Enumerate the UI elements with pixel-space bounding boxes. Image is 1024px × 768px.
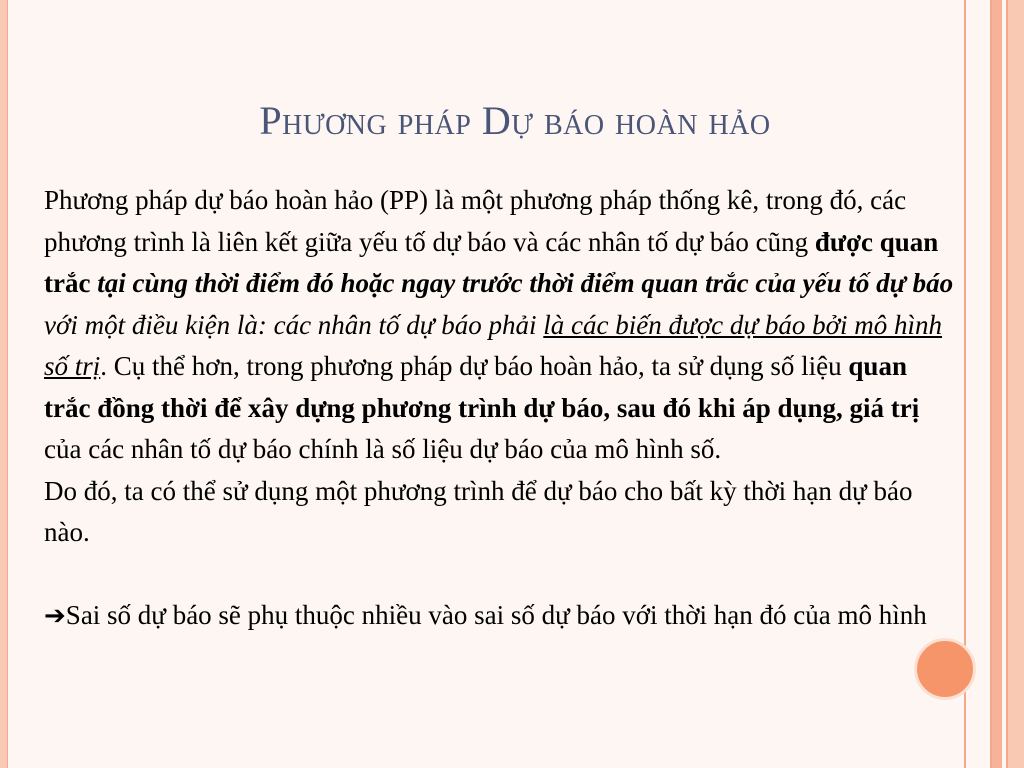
paragraph-definition [44,180,959,471]
bold-text: được quan trắc [44,226,939,298]
right-arrow-icon: ➔ [44,600,66,631]
text-run: Sai số dự báo sẽ phụ thuộc nhiều vào sai số dự báo với thời hạn đó của mô hình [65,599,927,630]
italic-underlined-text: là các biến được dự báo bởi mô hình số trị [44,309,943,381]
paragraph-gap [44,554,959,595]
paragraph-error-note [44,595,959,638]
text-run: của các nhân tố dự báo chính là số liệu dự báo của mô hình số. [44,434,722,464]
text-run: Phương pháp dự báo hoàn hảo (PP) là một phương pháp thống kê, trong đó, các phương trình là liên kết giữa yếu tố dự báo và các nhân tố dự báo cũng [44,185,907,257]
bold-text: quan trắc đồng thời để xây dựng phương trình dự báo, sau đó khi áp dụng, giá trị [44,351,920,423]
decorative-circle [914,638,976,700]
left-edge-stripe [0,0,8,768]
italic-text: với một điều kiện là: các nhân tố dự báo phải [44,309,544,340]
right-stripe-4 [1008,0,1024,768]
bold-italic-text: tại cùng thời điểm đó hoặc ngay trước thời điểm quan trắc của yếu tố dự báo [97,268,954,298]
slide-body [44,180,959,637]
paragraph-conclusion: Do đó, ta có thể sử dụng một phương trình để dự báo cho bất kỳ thời hạn dự báo nào. [44,475,913,547]
text-run: . Cụ thể hơn, trong phương pháp dự báo hoàn hảo, ta sử dụng số liệu [100,351,849,381]
slide-title: Phương pháp Dự báo hoàn hảo [259,98,771,143]
